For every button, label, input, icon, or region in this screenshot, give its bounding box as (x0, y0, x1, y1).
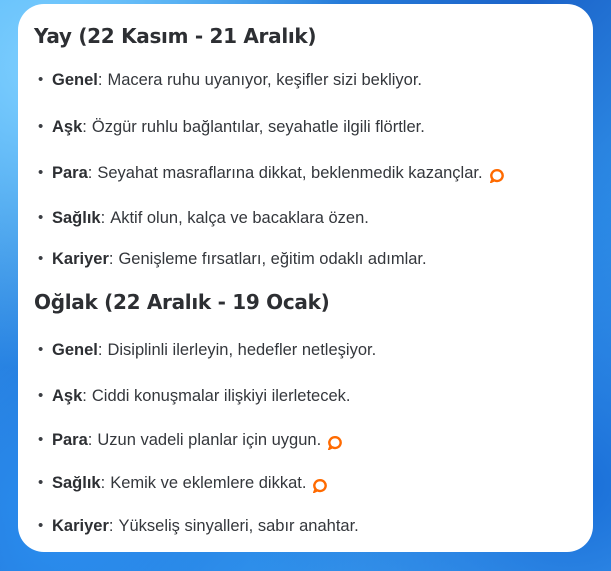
item-label: Para (52, 164, 88, 182)
bullet: • (38, 517, 44, 534)
bullet: • (38, 209, 44, 226)
horoscope-card (18, 4, 593, 552)
speech-bubble-icon[interactable] (313, 476, 327, 490)
list-item-oglak-ask: • Aşk : Ciddi konuşmalar ilişkiyi ilerletecek. (38, 384, 350, 408)
list-item-yay-genel: • Genel : Macera ruhu uyanıyor, keşifler sizi bekliyor. (38, 68, 422, 92)
item-text: Macera ruhu uyanıyor, keşifler sizi bekliyor. (107, 71, 423, 89)
item-label: Kariyer (52, 517, 109, 535)
list-item-yay-para: • Para : Seyahat masraflarına dikkat, beklenmedik kazançlar. (38, 161, 504, 185)
list-item-yay-kariyer: • Kariyer : Genişleme fırsatları, eğitim odaklı adımlar. (38, 247, 427, 271)
item-label: Genel (52, 71, 98, 89)
item-label: Aşk (52, 387, 83, 405)
section-title-oglak: Oğlak (22 Aralık - 19 Ocak) (34, 290, 330, 314)
bullet: • (38, 474, 44, 491)
item-text: Disiplinli ilerleyin, hedefler netleşiyor. (107, 341, 377, 359)
item-text: Kemik ve eklemlere dikkat. (110, 474, 307, 492)
item-label: Sağlık (52, 209, 101, 227)
bullet: • (38, 431, 44, 448)
item-label: Para (52, 431, 88, 449)
bullet: • (38, 387, 44, 404)
bullet: • (38, 164, 44, 181)
item-text: Seyahat masraflarına dikkat, beklenmedik kazançlar. (97, 164, 483, 182)
item-label: Sağlık (52, 474, 101, 492)
bullet: • (38, 341, 44, 358)
bullet: • (38, 118, 44, 135)
speech-bubble-icon[interactable] (490, 166, 504, 180)
item-text: Genişleme fırsatları, eğitim odaklı adımlar. (118, 250, 427, 268)
list-item-yay-saglik: • Sağlık : Aktif olun, kalça ve bacaklara özen. (38, 206, 369, 230)
bullet: • (38, 250, 44, 267)
list-item-oglak-saglik: • Sağlık : Kemik ve eklemlere dikkat. (38, 471, 327, 495)
item-label: Kariyer (52, 250, 109, 268)
item-text: Yükseliş sinyalleri, sabır anahtar. (118, 517, 359, 535)
item-text: Uzun vadeli planlar için uygun. (97, 431, 322, 449)
list-item-oglak-para: • Para : Uzun vadeli planlar için uygun. (38, 428, 342, 452)
item-text: Aktif olun, kalça ve bacaklara özen. (110, 209, 369, 227)
list-item-oglak-genel: • Genel : Disiplinli ilerleyin, hedefler netleşiyor. (38, 338, 376, 362)
item-label: Aşk (52, 118, 83, 136)
section-title-yay: Yay (22 Kasım - 21 Aralık) (34, 24, 317, 48)
speech-bubble-icon[interactable] (328, 433, 342, 447)
item-text: Ciddi konuşmalar ilişkiyi ilerletecek. (91, 387, 351, 405)
list-item-yay-ask: • Aşk : Özgür ruhlu bağlantılar, seyahatle ilgili flörtler. (38, 115, 425, 139)
item-label: Genel (52, 341, 98, 359)
item-text: Özgür ruhlu bağlantılar, seyahatle ilgili flörtler. (91, 118, 425, 136)
list-item-oglak-kariyer: • Kariyer : Yükseliş sinyalleri, sabır anahtar. (38, 514, 359, 538)
bullet: • (38, 71, 44, 88)
